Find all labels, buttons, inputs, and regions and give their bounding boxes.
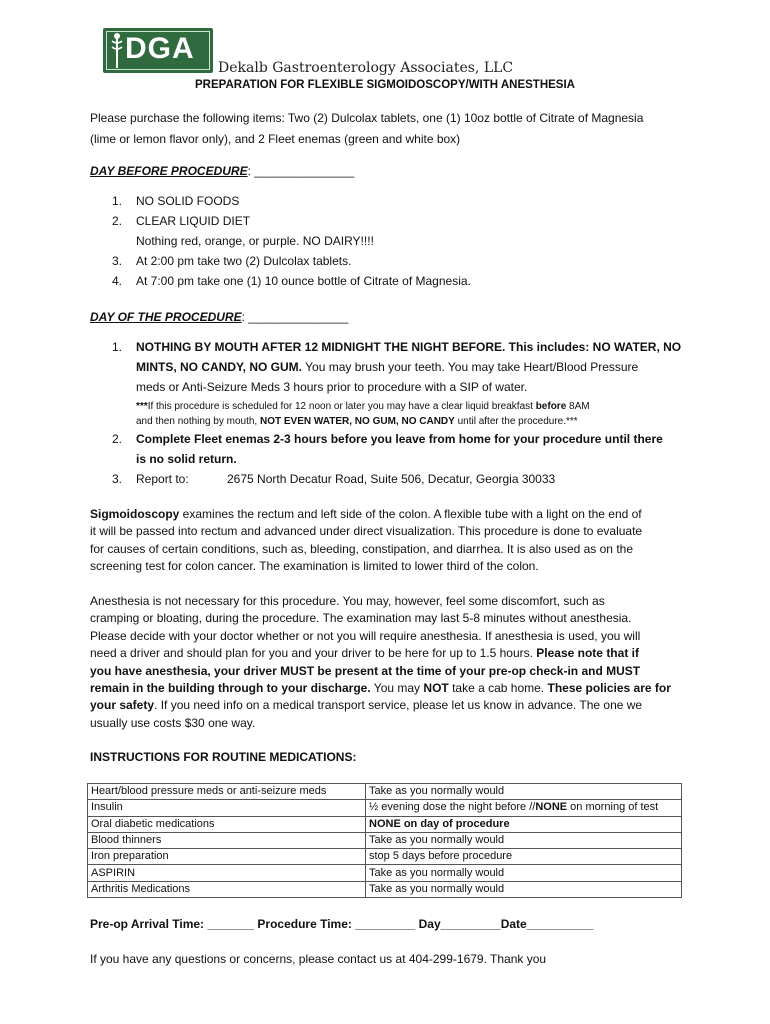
table-row <box>88 784 682 800</box>
note-text: until after the procedure.*** <box>454 416 578 427</box>
instruction-cell: NONE on day of procedure <box>366 816 682 832</box>
list-item: Nothing red, orange, or purple. NO DAIRY!!!! <box>136 234 374 248</box>
medication-cell: Arthritis Medications <box>88 881 366 897</box>
list-number: 3. <box>112 472 123 486</box>
sigmoidoscopy-term: Sigmoidoscopy <box>90 507 180 521</box>
table-row <box>88 800 682 816</box>
instruction-text: on morning of test <box>567 801 659 814</box>
list-text: You may brush your teeth. You may take Heart/Blood Pressure <box>302 360 639 374</box>
note-text: 8AM <box>566 401 590 412</box>
instruction-cell: Take as you normally would <box>366 784 682 800</box>
bold-text: your safety <box>90 698 155 713</box>
logo-text: DGA <box>125 32 195 65</box>
list-item: is no solid return. <box>136 452 237 466</box>
report-address: 2675 North Decatur Road, Suite 506, Decatur, Georgia 30033 <box>227 472 556 486</box>
list-number: 4. <box>112 274 123 288</box>
medications-heading: INSTRUCTIONS FOR ROUTINE MEDICATIONS: <box>90 750 357 764</box>
paragraph-line: Please decide with your doctor whether or not you will require anesthesia. If anesthesia is used, you will <box>90 628 641 643</box>
list-item: At 7:00 pm take one (1) 10 ounce bottle of Citrate of Magnesia. <box>136 274 471 288</box>
table-row <box>88 865 682 881</box>
instruction-text: ½ evening dose the night before // <box>369 801 536 814</box>
instruction-bold: NONE <box>535 801 568 814</box>
medications-table <box>87 783 682 898</box>
intro-line: (lime or lemon flavor only), and 2 Fleet enemas (green and white box) <box>90 132 461 146</box>
paragraph-line <box>90 645 690 662</box>
note-stars: *** <box>136 401 148 412</box>
list-number: 3. <box>112 254 123 268</box>
medication-cell: Iron preparation <box>88 849 366 865</box>
note-text: and then nothing by mouth, <box>136 416 260 427</box>
caduceus-icon <box>110 33 124 69</box>
intro-paragraph <box>90 108 690 150</box>
list-number: 1. <box>112 194 123 208</box>
table-row <box>88 816 682 832</box>
list-number: 2. <box>112 214 123 228</box>
list-item <box>136 360 696 374</box>
paragraph-text: take a cab home. <box>448 681 548 696</box>
bold-text: NOT <box>423 681 449 696</box>
document-title: PREPARATION FOR FLEXIBLE SIGMOIDOSCOPY/WITH ANESTHESIA <box>195 79 575 91</box>
bold-text: These policies are for <box>547 681 671 696</box>
list-number: 2. <box>112 432 123 446</box>
paragraph-line <box>90 506 690 523</box>
arrival-time-line: Pre-op Arrival Time: _______ Procedure Time: _________ Day_________Date__________ <box>90 917 594 931</box>
bold-text: remain in the building through to your discharge. <box>90 681 371 696</box>
paragraph-text: need a driver and should plan for you and your driver to be here for up to 1.5 hours. <box>90 646 537 661</box>
company-name: Dekalb Gastroenterology Associates, LLC <box>218 60 514 76</box>
list-item: CLEAR LIQUID DIET <box>136 214 251 228</box>
medication-cell: Blood thinners <box>88 832 366 848</box>
sigmoidoscopy-paragraph <box>90 506 690 576</box>
company-logo <box>103 28 213 73</box>
list-item: NO SOLID FOODS <box>136 194 240 208</box>
note-text: If this procedure is scheduled for 12 noon or later you may have a clear liquid breakfast <box>147 401 536 412</box>
bold-text: Please note that if <box>536 646 639 661</box>
medication-cell: Insulin <box>88 800 366 816</box>
paragraph-line <box>90 680 690 697</box>
report-label: Report to: <box>136 472 189 486</box>
day-of-blank: : _______________ <box>241 310 349 324</box>
instruction-cell: Take as you normally would <box>366 832 682 848</box>
day-of-label: DAY OF THE PROCEDURE <box>90 310 242 324</box>
paragraph-line: usually use costs $30 one way. <box>90 715 256 730</box>
paragraph-line: cramping or bloating, during the procedure. The examination may last 5-8 minutes without anesthesia. <box>90 611 632 626</box>
instruction-cell: stop 5 days before procedure <box>366 849 682 865</box>
medication-cell: ASPIRIN <box>88 865 366 881</box>
list-number: 1. <box>112 340 123 354</box>
instruction-cell: Take as you normally would <box>366 865 682 881</box>
table-row <box>88 832 682 848</box>
contact-line: If you have any questions or concerns, please contact us at 404-299-1679. Thank you <box>90 952 547 966</box>
list-item: NOTHING BY MOUTH AFTER 12 MIDNIGHT THE NIGHT BEFORE. This includes: NO WATER, NO <box>136 340 682 354</box>
medication-cell: Heart/blood pressure meds or anti-seizure meds <box>88 784 366 800</box>
table-row <box>88 849 682 865</box>
paragraph-line: Anesthesia is not necessary for this procedure. You may, however, feel some discomfort, such as <box>90 594 605 608</box>
paragraph-line: for causes of certain conditions, such as, bleeding, constipation, and diarrhea. It is also used as on the <box>90 541 633 556</box>
list-item: meds or Anti-Seizure Meds 3 hours prior to procedure with a SIP of water. <box>136 380 528 394</box>
medication-cell: Oral diabetic medications <box>88 816 366 832</box>
paragraph-line <box>90 697 690 714</box>
paragraph-line: you have anesthesia, your driver MUST be present at the time of your pre-op check-in and MUST <box>90 663 641 678</box>
day-before-blank: : _______________ <box>247 164 355 178</box>
day-before-label: DAY BEFORE PROCEDURE <box>90 164 248 178</box>
paragraph-text: . If you need info on a medical transport service, please let us know in advance. The one we <box>154 698 643 713</box>
table-row <box>88 881 682 897</box>
instruction-cell <box>366 800 682 816</box>
paragraph-line: it will be passed into rectum and advanced under direct visualization. This procedure is done to evaluate <box>90 524 643 539</box>
paragraph-text: examines the rectum and left side of the colon. A flexible tube with a light on the end of <box>179 507 642 521</box>
anesthesia-paragraph <box>90 593 690 732</box>
paragraph-text: You may <box>370 681 424 696</box>
note-line <box>136 416 696 427</box>
day-of-heading <box>90 307 690 328</box>
list-item: Complete Fleet enemas 2-3 hours before you leave from home for your procedure until there <box>136 432 663 446</box>
day-before-heading <box>90 161 690 182</box>
note-bold: NOT EVEN WATER, NO GUM, NO CANDY <box>259 416 455 427</box>
intro-line: Please purchase the following items: Two (2) Dulcolax tablets, one (1) 10oz bottle of Citrate of Magnesia <box>90 111 644 125</box>
note-line <box>136 401 696 412</box>
paragraph-line: screening test for colon cancer. The examination is limited to lower third of the colon. <box>90 559 539 574</box>
note-bold: before <box>535 401 567 412</box>
instruction-cell: Take as you normally would <box>366 881 682 897</box>
list-item: At 2:00 pm take two (2) Dulcolax tablets. <box>136 254 352 268</box>
bold-text: MINTS, NO CANDY, NO GUM. <box>136 360 303 374</box>
